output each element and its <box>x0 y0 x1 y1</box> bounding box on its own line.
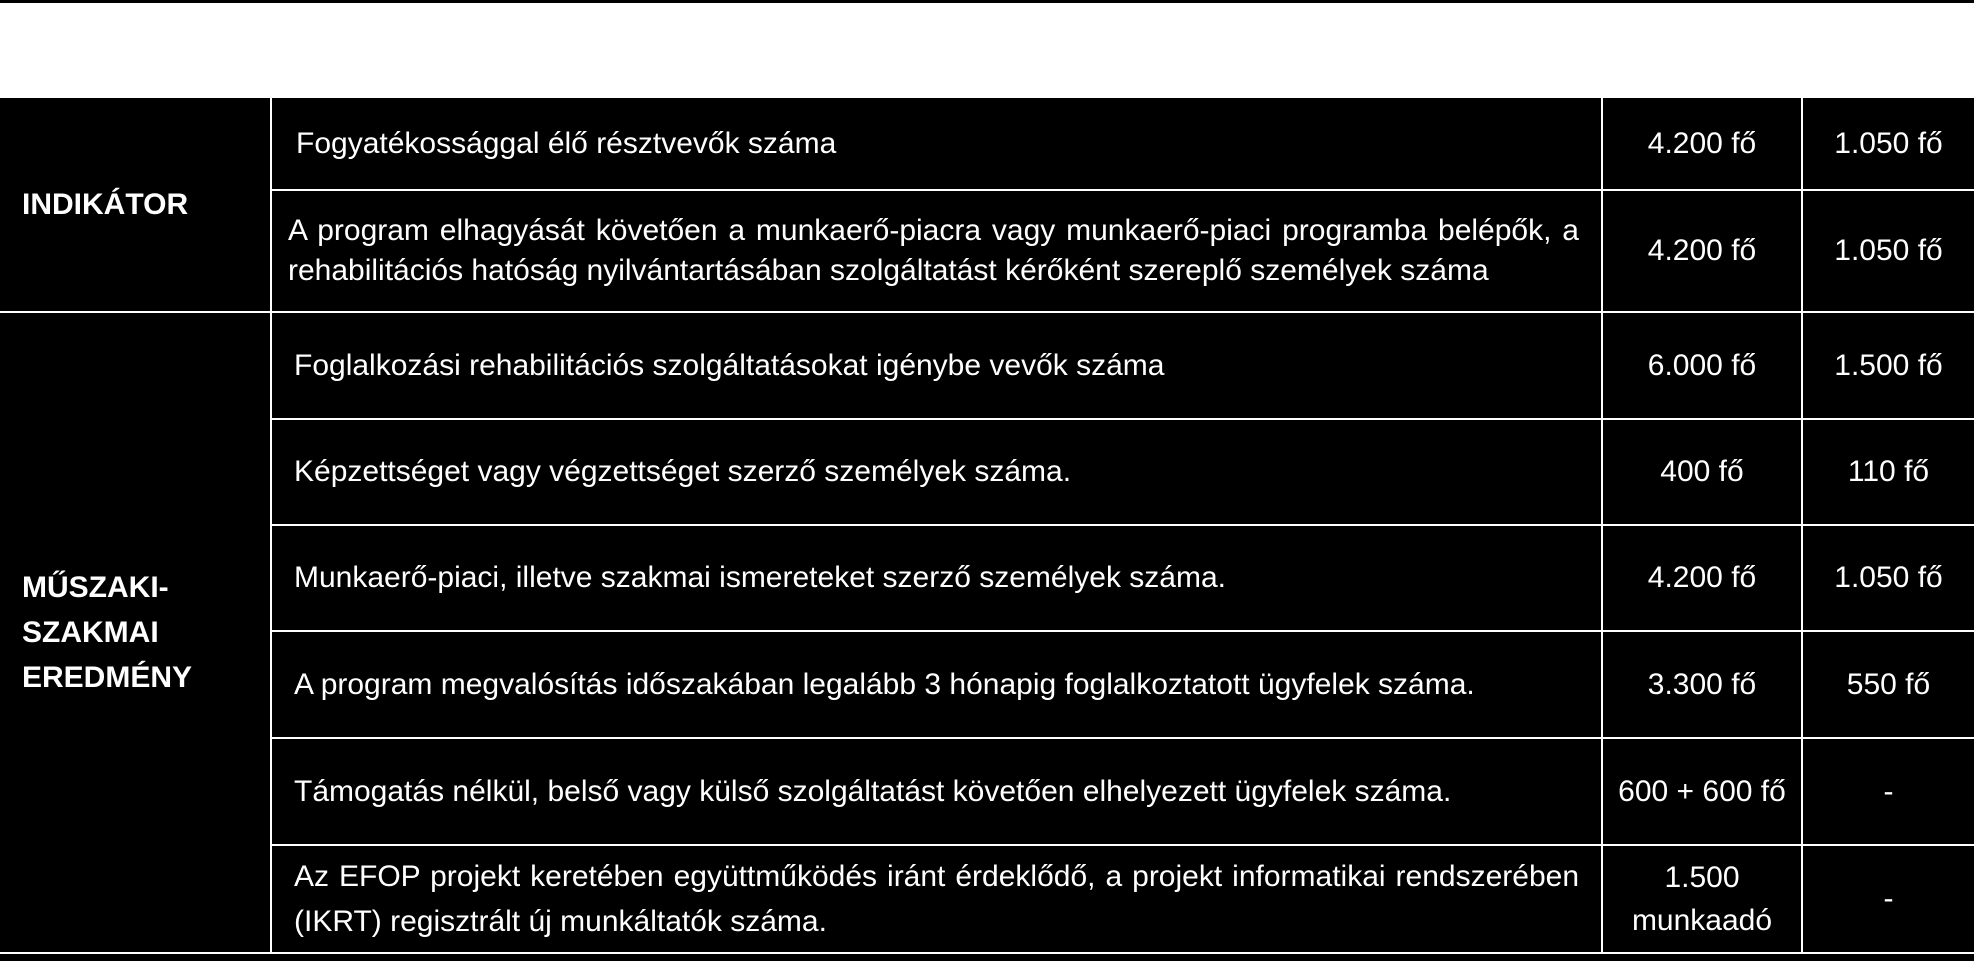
section-label-indikator: INDIKÁTOR <box>0 98 271 312</box>
top-rule <box>0 0 1974 3</box>
indicator-table <box>0 98 1974 954</box>
section-label-muszaki-text: MŰSZAKI-SZAKMAI EREDMÉNY <box>22 571 193 694</box>
row-description: Foglalkozási rehabilitációs szolgáltatásokat igénybe vevők száma <box>271 312 1602 419</box>
table-row <box>0 525 1974 631</box>
table-row <box>0 98 1974 190</box>
table-row <box>0 738 1974 845</box>
row-value-total: 400 fő <box>1602 419 1802 525</box>
row-value-share: 1.050 fő <box>1802 98 1974 190</box>
row-description: Munkaerő-piaci, illetve szakmai ismereteket szerző személyek száma. <box>271 525 1602 631</box>
row-description: Fogyatékossággal élő résztvevők száma <box>271 98 1602 190</box>
row-value-total: 4.200 fő <box>1602 98 1802 190</box>
table-row <box>0 845 1974 953</box>
row-description: Támogatás nélkül, belső vagy külső szolgáltatást követően elhelyezett ügyfelek száma. <box>271 738 1602 845</box>
row-value-share: - <box>1802 845 1974 953</box>
row-value-share: 1.050 fő <box>1802 190 1974 312</box>
row-value-total: 3.300 fő <box>1602 631 1802 738</box>
row-value-share: 1.050 fő <box>1802 525 1974 631</box>
row-value-total: 1.500 munkaadó <box>1602 845 1802 953</box>
row-value-share: 550 fő <box>1802 631 1974 738</box>
row-value-total: 4.200 fő <box>1602 525 1802 631</box>
row-description: A program elhagyását követően a munkaerő-piacra vagy munkaerő-piaci programba belépők, a rehabilitációs hatóság nyilvántartásában szolgáltatást kérőként szereplő személyek száma <box>271 190 1602 312</box>
table-row <box>0 631 1974 738</box>
table-row <box>0 419 1974 525</box>
table-row <box>0 312 1974 419</box>
row-value-share: - <box>1802 738 1974 845</box>
row-value-share: 110 fő <box>1802 419 1974 525</box>
indicator-table-container <box>0 98 1974 961</box>
table-row <box>0 190 1974 312</box>
row-description: Képzettséget vagy végzettséget szerző személyek száma. <box>271 419 1602 525</box>
section-label-muszaki <box>0 312 271 953</box>
row-value-total: 4.200 fő <box>1602 190 1802 312</box>
row-description: A program megvalósítás időszakában legalább 3 hónapig foglalkoztatott ügyfelek száma. <box>271 631 1602 738</box>
row-value-total: 6.000 fő <box>1602 312 1802 419</box>
row-value-total: 600 + 600 fő <box>1602 738 1802 845</box>
row-value-share: 1.500 fő <box>1802 312 1974 419</box>
row-description: Az EFOP projekt keretében együttműködés iránt érdeklődő, a projekt informatikai rendszerében (IKRT) regisztrált új munkáltatók száma. <box>271 845 1602 953</box>
